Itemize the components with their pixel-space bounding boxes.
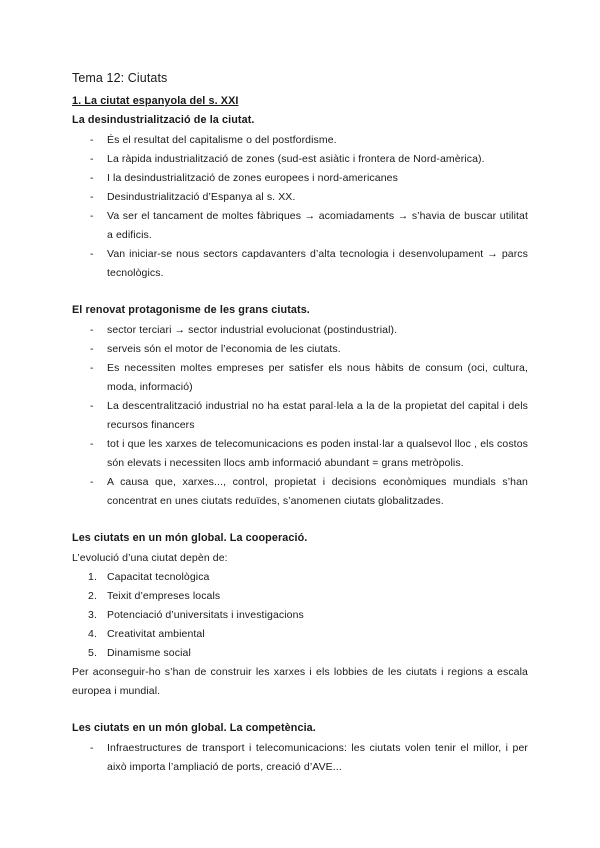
list-item [72, 625, 528, 644]
list-item [72, 397, 528, 435]
list-number: 5. [88, 647, 97, 659]
list-item [72, 644, 528, 663]
list-item-text: La ràpida industrialització de zones (sud-est asiàtic i frontera de Nord-amèrica). [107, 153, 485, 165]
section-cooperacio [72, 530, 528, 701]
numbered-list [72, 568, 528, 663]
list-item [72, 435, 528, 473]
subsection-heading: La desindustrialització de la ciutat. [72, 114, 255, 126]
list-item [72, 340, 528, 359]
list-item-text: serveis són el motor de l’economia de les ciutats. [107, 343, 341, 355]
list-item [72, 207, 528, 245]
dash-bullet: - [90, 248, 94, 260]
dash-bullet: - [90, 400, 94, 412]
dash-bullet: - [90, 362, 94, 374]
list-item [72, 739, 528, 777]
section-heading: 1. La ciutat espanyola del s. XXI [72, 95, 239, 107]
dash-bullet: - [90, 153, 94, 165]
list-item-text: La descentralització industrial no ha estat paral·lela a la de la propietat del capital i dels recursos financers [107, 400, 528, 431]
list-item-text: Potenciació d’universitats i investigacions [107, 609, 304, 621]
list-item [72, 245, 528, 283]
list-number: 1. [88, 571, 97, 583]
list-item [72, 169, 528, 188]
list-number: 3. [88, 609, 97, 621]
page-title: Tema 12: Ciutats [72, 71, 168, 85]
list-item-text: Es necessiten moltes empreses per satisfer els nous hàbits de consum (oci, cultura, moda, informació) [107, 362, 528, 393]
paragraph-intro: L’evolució d’una ciutat depèn de: [72, 552, 228, 564]
document-body [72, 70, 528, 796]
section-desindustrialitzacio [72, 93, 528, 283]
list-number: 2. [88, 590, 97, 602]
list-item [72, 131, 528, 150]
list-item [72, 359, 528, 397]
dash-bullet: - [90, 476, 94, 488]
list-item [72, 587, 528, 606]
dash-bullet: - [90, 172, 94, 184]
dash-bullet: - [90, 742, 94, 754]
list-item-text: Infraestructures de transport i telecomunicacions: les ciutats volen tenir el millor, i per això importa l’ampliació de ports, creació d’AVE... [107, 742, 528, 773]
list-item-text: Creativitat ambiental [107, 628, 205, 640]
list-item-text: Van iniciar-se nous sectors capdavanters d’alta tecnologia i desenvolupament → parcs tecnològics. [107, 248, 528, 279]
bullet-list [72, 321, 528, 511]
list-item [72, 150, 528, 169]
dash-bullet: - [90, 210, 94, 222]
section-heading: Les ciutats en un món global. La cooperació. [72, 532, 308, 544]
list-item-text: Teixit d’empreses locals [107, 590, 221, 602]
bullet-list [72, 131, 528, 283]
list-item-text: És el resultat del capitalisme o del postfordisme. [107, 134, 337, 146]
bullet-list [72, 739, 528, 777]
list-item [72, 473, 528, 511]
paragraph-outro: Per aconseguir-ho s’han de construir les xarxes i els lobbies de les ciutats i regions a escala europea i mundial. [72, 666, 528, 697]
list-item-text: A causa que, xarxes..., control, propietat i decisions econòmiques mundials s’han concentrat en unes ciutats reduïdes, s’anomenen ciutats globalitzades. [107, 476, 528, 507]
list-item [72, 568, 528, 587]
dash-bullet: - [90, 438, 94, 450]
list-item-text: Dinamisme social [107, 647, 191, 659]
list-item-text: tot i que les xarxes de telecomunicacions es poden instal·lar a qualsevol lloc , els costos són elevats i necessiten llocs amb informació abundant = grans metròpolis. [107, 438, 528, 469]
section-heading: El renovat protagonisme de les grans ciutats. [72, 304, 310, 316]
list-item-text: I la desindustrialització de zones europees i nord-americanes [107, 172, 398, 184]
section-protagonisme [72, 302, 528, 511]
list-item [72, 188, 528, 207]
list-item [72, 321, 528, 340]
list-item-text: Capacitat tecnològica [107, 571, 210, 583]
list-item [72, 606, 528, 625]
dash-bullet: - [90, 134, 94, 146]
dash-bullet: - [90, 191, 94, 203]
dash-bullet: - [90, 343, 94, 355]
list-item-text: sector terciari → sector industrial evolucionat (postindustrial). [107, 324, 398, 336]
list-item-text: Va ser el tancament de moltes fàbriques → acomiadaments → s’havia de buscar utilitat a edificis. [107, 210, 528, 241]
list-number: 4. [88, 628, 97, 640]
section-heading: Les ciutats en un món global. La competència. [72, 722, 316, 734]
section-competencia [72, 720, 528, 777]
dash-bullet: - [90, 324, 94, 336]
list-item-text: Desindustrialització d’Espanya al s. XX. [107, 191, 296, 203]
